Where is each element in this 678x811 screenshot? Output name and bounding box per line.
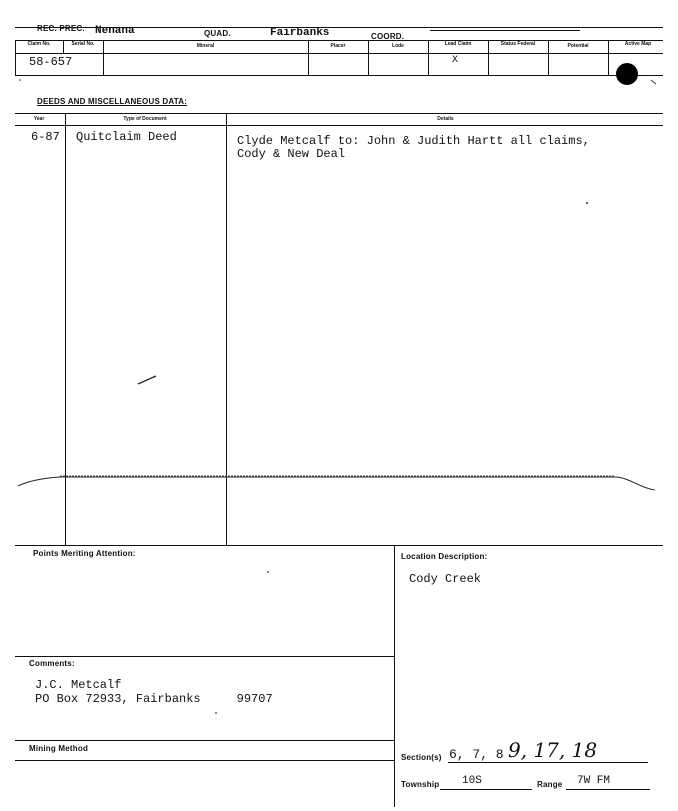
lead-claim-mark: X bbox=[452, 55, 459, 66]
col-lead-claim: Lead Claim bbox=[444, 41, 472, 47]
township-fill-line bbox=[440, 777, 532, 790]
col-type-of-document: Type of Document bbox=[123, 116, 167, 122]
deed-year: 6-87 bbox=[31, 130, 60, 144]
deed-type: Quitclaim Deed bbox=[76, 130, 177, 144]
mining-label: Mining Method bbox=[29, 744, 89, 753]
comments-label: Comments: bbox=[29, 659, 75, 668]
claim-no-value: 58-657 bbox=[29, 55, 73, 69]
sections-handwritten: 9, 17, 18 bbox=[508, 738, 598, 762]
rec-prec-label: REC. PREC. bbox=[37, 24, 85, 33]
range-value: 7W FM bbox=[577, 775, 611, 787]
sections-label: Section(s) bbox=[401, 753, 442, 762]
deeds-section-title: DEEDS AND MISCELLANEOUS DATA: bbox=[37, 97, 188, 106]
col-placer: Placer bbox=[330, 43, 346, 49]
col-claim-no: Claim No. bbox=[27, 41, 51, 47]
quad-value: Fairbanks bbox=[270, 27, 330, 39]
sections-typed: 6, 7, 8 bbox=[449, 747, 504, 762]
range-label: Range bbox=[537, 780, 563, 789]
col-potential: Potential bbox=[567, 43, 589, 49]
comments-top-rule bbox=[15, 656, 394, 657]
col-active-map: Active Map bbox=[624, 41, 652, 47]
mining-top-rule bbox=[15, 740, 394, 741]
rec-prec-value: Nenana bbox=[95, 25, 135, 37]
points-label: Points Meriting Attention: bbox=[33, 549, 136, 558]
col-status-federal: Status Federal bbox=[500, 41, 536, 47]
location-label: Location Description: bbox=[401, 552, 488, 561]
deed-details-line-2: Cody & New Deal bbox=[237, 147, 346, 161]
col-lode: Lode bbox=[392, 43, 404, 49]
township-label: Township bbox=[401, 780, 440, 789]
comments-line-2: PO Box 72933, Fairbanks 99707 bbox=[35, 692, 273, 706]
location-value: Cody Creek bbox=[409, 572, 482, 586]
col-mineral: Mineral bbox=[196, 43, 215, 49]
lower-top-rule bbox=[15, 545, 663, 546]
col-year: Year bbox=[33, 116, 45, 122]
coord-label: COORD. bbox=[371, 32, 405, 41]
col-details: Details bbox=[437, 116, 454, 122]
comments-line-1: J.C. Metcalf bbox=[35, 678, 122, 692]
col-serial-no: Serial No. bbox=[71, 41, 95, 47]
mining-bottom-rule bbox=[15, 760, 394, 761]
deed-details-line-1: Clyde Metcalf to: John & Judith Hartt all claims, bbox=[237, 134, 590, 148]
township-value: 10S bbox=[462, 775, 482, 787]
lower-divider bbox=[394, 545, 395, 807]
quad-label: QUAD. bbox=[204, 29, 231, 38]
